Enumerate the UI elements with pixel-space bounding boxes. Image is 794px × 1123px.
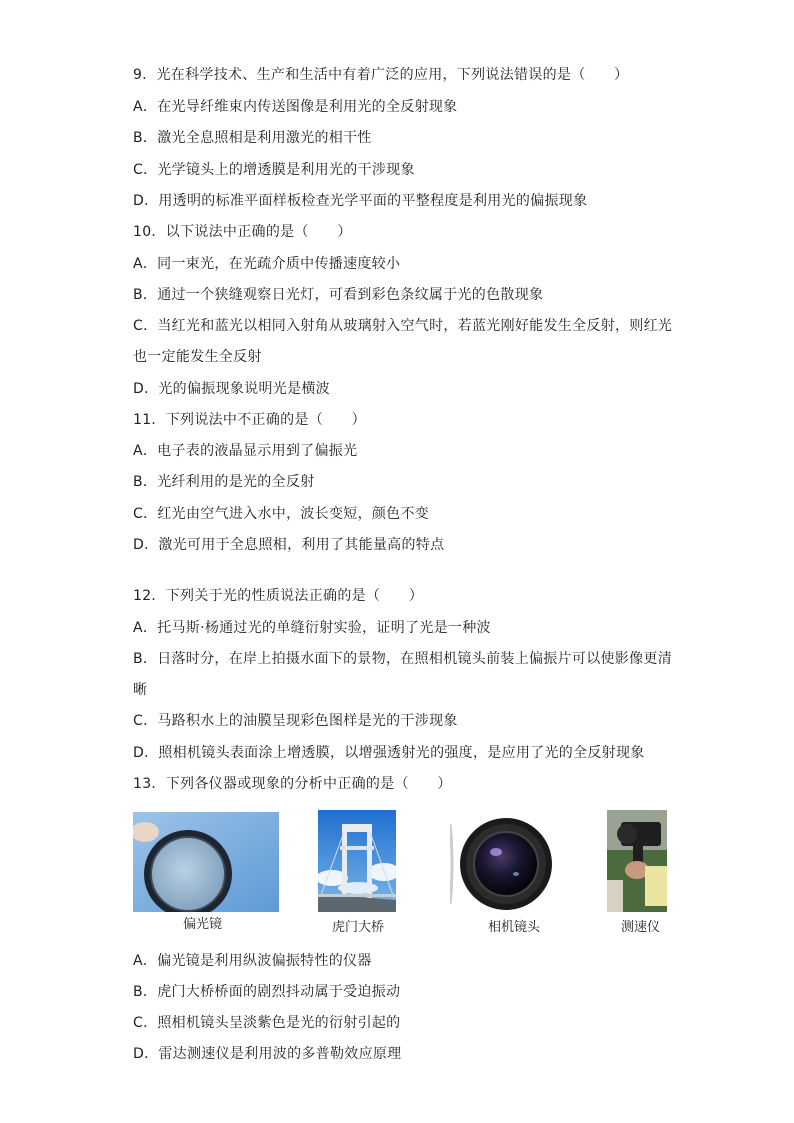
q11-option-b: B．光纤利用的是光的全反射 xyxy=(133,474,315,490)
q10-option-a: A．同一束光，在光疏介质中传播速度较小 xyxy=(133,256,401,272)
q10-option-c-cont: 也一定能发生全反射 xyxy=(133,349,262,365)
q10-option-b: B．通过一个狭缝观察日光灯，可看到彩色条纹属于光的色散现象 xyxy=(133,287,544,303)
q9-stem: 9．光在科学技术、生产和生活中有着广泛的应用，下列说法错误的是（ ） xyxy=(133,67,629,83)
q13-option-b: B．虎门大桥桥面的剧烈抖动属于受迫振动 xyxy=(133,984,401,1000)
q13-option-c: C．照相机镜头呈淡紫色是光的衍射引起的 xyxy=(133,1015,401,1031)
caption-camera-lens: 相机镜头 xyxy=(488,920,541,935)
caption-humen-bridge: 虎门大桥 xyxy=(332,920,385,935)
q9-option-d: D．用透明的标准平面样板检查光学平面的平整程度是利用光的偏振现象 xyxy=(133,193,588,209)
q10-option-d: D．光的偏振现象说明光是横波 xyxy=(133,381,330,397)
q9-option-b: B．激光全息照相是利用激光的相干性 xyxy=(133,130,372,146)
caption-speed-gun: 测速仪 xyxy=(621,920,661,935)
q11-stem: 11．下列说法中不正确的是（ ） xyxy=(133,412,366,428)
q13-option-a: A．偏光镜是利用纵波偏振特性的仪器 xyxy=(133,953,372,969)
q12-option-b-cont: 晰 xyxy=(133,682,148,698)
q11-option-c: C．红光由空气进入水中，波长变短，颜色不变 xyxy=(133,506,430,522)
camera-lens-photo xyxy=(450,814,554,912)
q9-option-c: C．光学镜头上的增透膜是利用光的干涉现象 xyxy=(133,162,415,178)
polarizer-photo xyxy=(133,812,279,912)
speed-gun-photo xyxy=(607,810,667,912)
q10-stem: 10．以下说法中正确的是（ ） xyxy=(133,224,352,240)
q12-stem: 12．下列关于光的性质说法正确的是（ ） xyxy=(133,588,424,604)
q11-option-d: D．激光可用于全息照相，利用了其能量高的特点 xyxy=(133,537,445,553)
q11-option-a: A．电子表的液晶显示用到了偏振光 xyxy=(133,443,358,459)
q12-option-d: D．照相机镜头表面涂上增透膜，以增强透射光的强度，是应用了光的全反射现象 xyxy=(133,745,645,761)
humen-bridge-photo xyxy=(318,810,396,912)
q12-option-c: C．马路积水上的油膜呈现彩色图样是光的干涉现象 xyxy=(133,713,458,729)
q12-option-a: A．托马斯·杨通过光的单缝衍射实验，证明了光是一种波 xyxy=(133,620,491,636)
q9-option-a: A．在光导纤维束内传送图像是利用光的全反射现象 xyxy=(133,99,458,115)
q10-option-c: C．当红光和蓝光以相同入射角从玻璃射入空气时，若蓝光刚好能发生全反射，则红光 xyxy=(133,318,673,334)
q13-stem: 13．下列各仪器或现象的分析中正确的是（ ） xyxy=(133,776,452,792)
q12-option-b: B．日落时分，在岸上拍摄水面下的景物，在照相机镜头前装上偏振片可以使影像更清 xyxy=(133,651,673,667)
caption-polarizer: 偏光镜 xyxy=(183,917,223,932)
q13-option-d: D．雷达测速仪是利用波的多普勒效应原理 xyxy=(133,1046,402,1062)
